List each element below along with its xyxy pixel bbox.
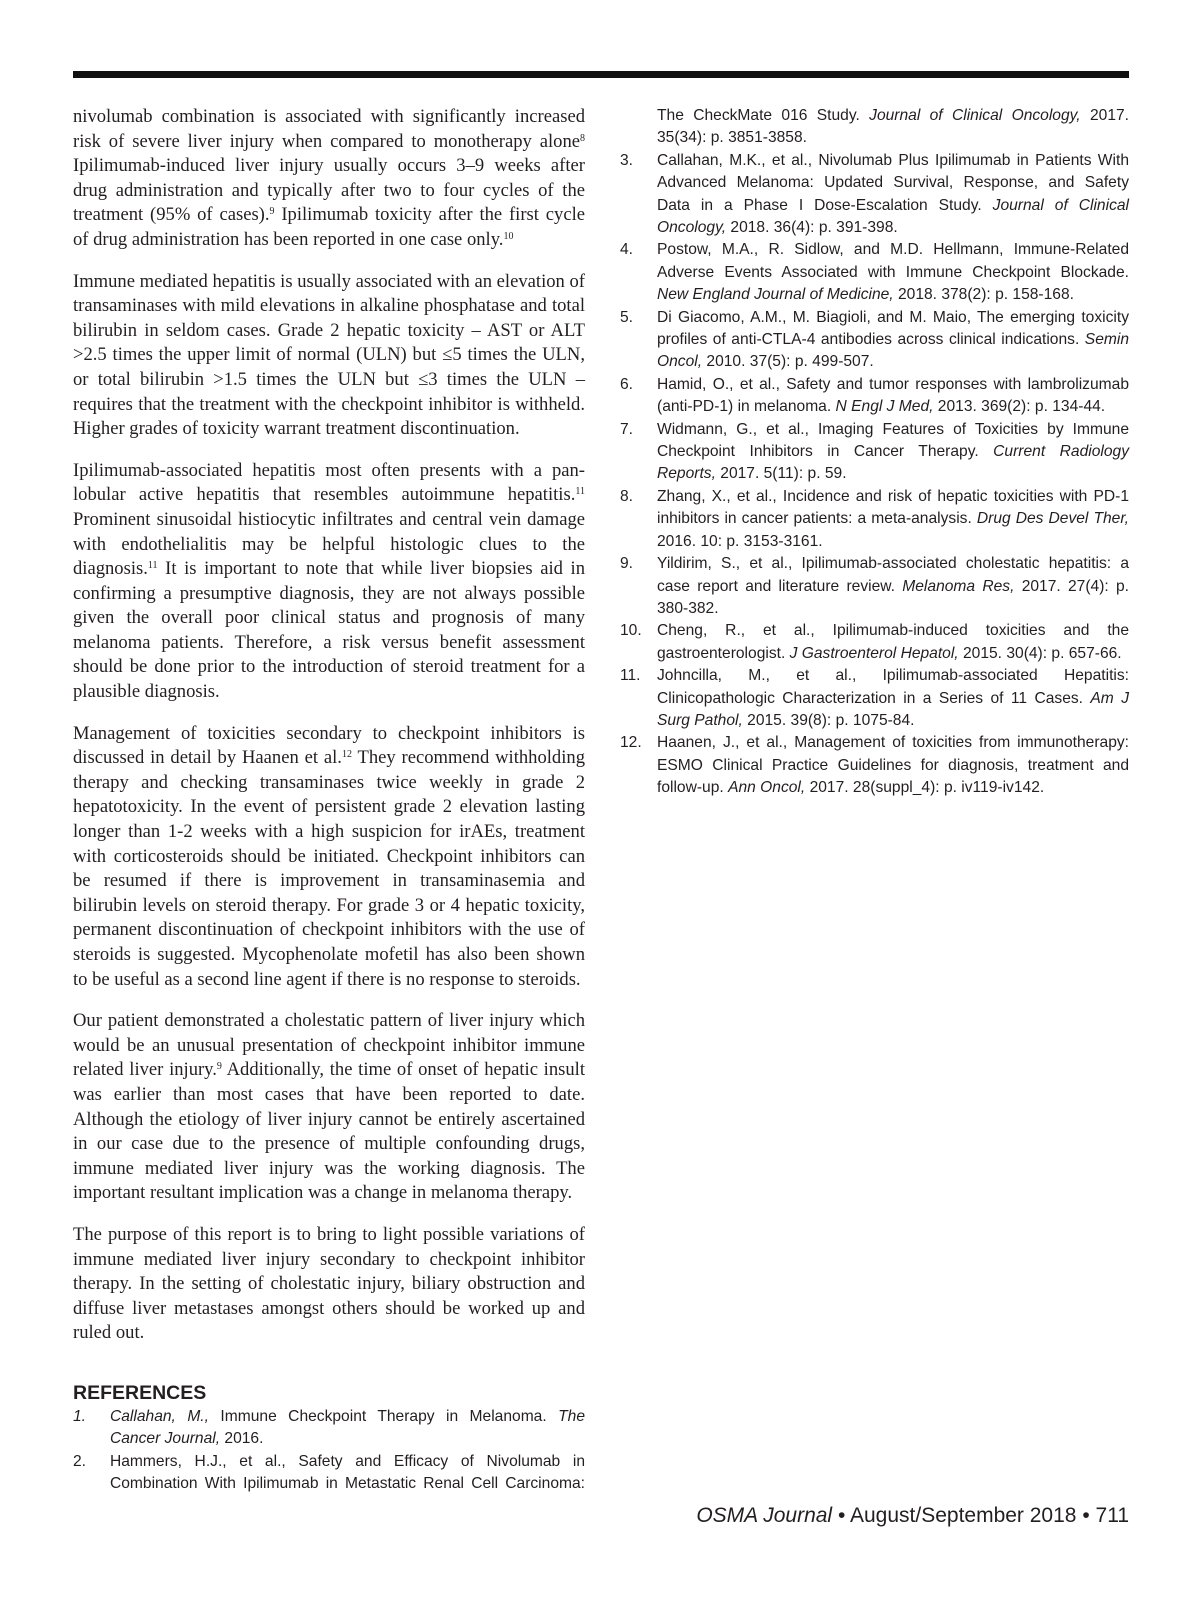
reference-item: 12. Haanen, J., et al., Management of toxicities from immunotherapy: ESMO Clinical Practice Guidelines for diagnosis, treatment and follow-up. Ann Oncol, 2017. 28(suppl_4): p. iv119-iv142. <box>620 734 1129 797</box>
reference-item: 10. Cheng, R., et al., Ipilimumab-induced toxicities and the gastroenterologist. J Gastroenterol Hepatol, 2015. 30(4): p. 657-66. <box>620 622 1129 662</box>
reference-item: 5. Di Giacomo, A.M., M. Biagioli, and M. Maio, The emerging toxicity profiles of anti-CTLA-4 antibodies across clinical indications. Semin Oncol, 2010. 37(5): p. 499-507. <box>620 308 1129 371</box>
paragraph-1: nivolumab combination is associated with significantly increased risk of severe liver injury when compared to monotherapy alone$^8$ Ipilimumab-induced liver injury usually occurs 3–9 weeks after drug administration and typically after two to four cycles of the treatment (95% of cases).$^9$ Ipilimumab toxicity after the first cycle of drug administration has been reported in one case only.$^{10}$ <box>73 106 585 250</box>
reference-item: 8. Zhang, X., et al., Incidence and risk of hepatic toxicities with PD-1 inhibitors in cancer patients: a meta-analysis. Drug Des Devel Ther, 2016. 10: p. 3153-3161. <box>620 487 1129 550</box>
citation: 12 <box>341 749 352 761</box>
citation: 10 <box>503 230 514 242</box>
reference-item: 1. Callahan, M., Immune Checkpoint Therapy in Melanoma. The Cancer Journal, 2016. <box>73 1406 585 1451</box>
journal-name: OSMA Journal <box>696 1504 833 1527</box>
right-column <box>620 105 1129 800</box>
page-footer: OSMA Journal • August/September 2018 • 711 <box>696 1504 1129 1527</box>
citation: 11 <box>147 560 158 572</box>
reference-number: 2. <box>73 1452 87 1470</box>
reference-item: 7. Widmann, G., et al., Imaging Features of Toxicities by Immune Checkpoint Inhibitors in Cancer Therapy. Current Radiology Reports, 2017. 5(11): p. 59. <box>620 420 1129 483</box>
reference-list-left <box>73 1406 585 1496</box>
citation: 9 <box>269 206 275 218</box>
paragraph-5: Our patient demonstrated a cholestatic pattern of liver injury which would be an unusual presentation of checkpoint inhibitor immune related liver injury.$^9$ Additionally, the time of onset of hepatic insult was earlier than most cases that have been reported to date. Although the etiology of liver injury cannot be entirely ascertained in our case due to the presence of multiple confounding drugs, immune mediated liver injury was the working diagnosis. The important resultant implication was a change in melanoma therapy. <box>73 1010 585 1204</box>
reference-item: 3. Callahan, M.K., et al., Nivolumab Plus Ipilimumab in Patients With Advanced Melanoma: Updated Survival, Response, and Safety Data in a Phase I Dose-Escalation Study. Journal of Clinical Oncology, 2018. 36(4): p. 391-398. <box>620 151 1129 237</box>
reference-item: 4. Postow, M.A., R. Sidlow, and M.D. Hellmann, Immune-Related Adverse Events Associated with Immune Checkpoint Blockade. New England Journal of Medicine, 2018. 378(2): p. 158-168. <box>620 241 1129 304</box>
citation: 8 <box>580 132 585 144</box>
citation: 11 <box>575 486 585 498</box>
paragraph-3: Ipilimumab-associated hepatitis most often presents with a pan-lobular active hepatitis that resembles autoimmune hepatitis.$^{11}$ Prominent sinusoidal histiocytic infiltrates and central vein damage with endothelialitis may be helpful histologic clues to the diagnosis.$^{11}$ It is important to note that while liver biopsies aid in confirming a presumptive diagnosis, they are not always possible given the overall poor clinical status and prognosis of many melanoma patients. Therefore, a risk versus benefit assessment should be done prior to the introduction of steroid treatment for a plausible diagnosis. <box>73 459 585 703</box>
paragraph-6: The purpose of this report is to bring to light possible variations of immune mediated liver injury secondary to checkpoint inhibitor therapy. In the setting of cholestatic injury, biliary obstruction and diffuse liver metastases amongst others should be worked up and ruled out. <box>73 1223 585 1344</box>
reference-item: 2. Hammers, H.J., et al., Safety and Efficacy of Nivolumab in Combination With Ipilimumab in Metastatic Renal Cell Carcinoma: <box>73 1451 585 1496</box>
paragraph-4: Management of toxicities secondary to checkpoint inhibitors is discussed in detail by Haanen et al.$^{12}$ They recommend withholding therapy and checking transaminases twice weekly in grade 2 hepatotoxicity. In the event of persistent grade 2 elevation lasting longer than 1-2 weeks with a high suspicion for irAEs, treatment with corticosteroids should be initiated. Checkpoint inhibitors can be resumed if there is improvement in transaminasemia and bilirubin levels on steroid therapy. For grade 3 or 4 hepatic toxicity, permanent discontinuation of checkpoint inhibitors with the use of steroids is suggested. Mycophenolate mofetil has also been shown to be useful as a second line agent if there is no response to steroids. <box>73 722 585 990</box>
top-rule <box>73 71 1129 78</box>
left-column <box>73 105 585 1496</box>
reference-item: 11. Johncilla, M., et al., Ipilimumab-associated Hepatitis: Clinicopathologic Characterization in a Series of 11 Cases. Am J Surg Pathol, 2015. 39(8): p. 1075-84. <box>620 667 1129 729</box>
reference-item: 9. Yildirim, S., et al., Ipilimumab-associated cholestatic hepatitis: a case report and literature review. Melanoma Res, 2017. 27(4): p. 380-382. <box>620 555 1130 617</box>
citation: 9 <box>216 1061 222 1073</box>
paragraph-2: Immune mediated hepatitis is usually associated with an elevation of transaminases with mild elevations in alkaline phosphatase and total bilirubin in seldom cases. Grade 2 hepatic toxicity – AST or ALT >2.5 times the upper limit of normal (ULN) but ≤5 times the ULN, or total bilirubin >1.5 times the ULN but ≤3 times the ULN – requires that the treatment with the checkpoint inhibitor is withheld. Higher grades of toxicity warrant treatment discontinuation. <box>73 270 585 440</box>
issue-date: August/September 2018 <box>849 1504 1077 1527</box>
page-number: 711 <box>1095 1504 1129 1527</box>
reference-continuation: The CheckMate 016 Study. Journal of Clinical Oncology, 2017. 35(34): p. 3851-3858. <box>657 107 1129 147</box>
reference-item: 6. Hamid, O., et al., Safety and tumor responses with lambrolizumab (anti-PD-1) in melanoma. N Engl J Med, 2013. 369(2): p. 134-44. <box>620 375 1129 416</box>
references-heading: REFERENCES <box>73 1381 207 1404</box>
reference-number: 1. <box>73 1407 87 1425</box>
